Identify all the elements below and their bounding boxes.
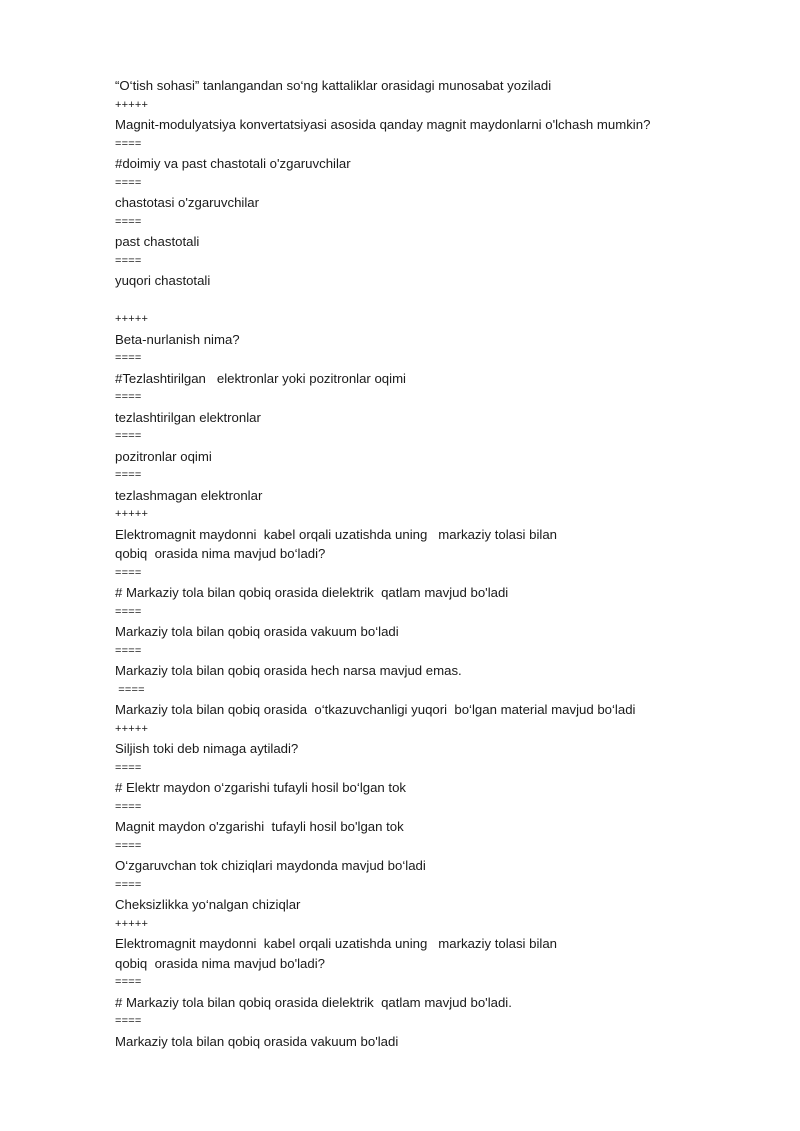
text-line: Markaziy tola bilan qobiq orasida hech narsa mavjud emas.: [115, 663, 462, 678]
document-text: [115, 76, 755, 1051]
text-line: Elektromagnit maydonni kabel orqali uzatishda uning markaziy tolasi bilan: [115, 526, 558, 542]
answer-separator: ====: [115, 469, 142, 481]
question-separator: +++++: [115, 917, 149, 930]
answer-separator: ====: [115, 878, 142, 891]
question-separator: +++++: [115, 722, 149, 735]
answer-separator: ====: [115, 644, 142, 657]
text-line: Magnit-modulyatsiya konvertatsiyasi asosida qanday magnit maydonlarni o'lchash mumkin?: [115, 117, 651, 132]
answer-separator: ====: [115, 391, 142, 403]
answer-separator: ====: [115, 839, 142, 852]
answer-separator: ====: [115, 605, 142, 618]
answer-separator: ====: [115, 430, 142, 442]
answer-separator: ====: [115, 761, 142, 774]
text-line: Markaziy tola bilan qobiq orasida vakuum bo‘ladi: [115, 624, 399, 639]
text-line: qobiq orasida nima mavjud bo‘ladi?: [115, 546, 326, 561]
answer-separator: ====: [115, 137, 142, 150]
answer-separator: ====: [115, 215, 142, 228]
text-line: Markaziy tola bilan qobiq orasida o‘tkazuvchanligi yuqori bo‘lgan material mavjud bo‘ladi: [115, 702, 636, 717]
text-line: past chastotali: [115, 234, 200, 249]
text-line: Magnit maydon o'zgarishi tufayli hosil bo'lgan tok: [115, 819, 404, 834]
text-line: Markaziy tola bilan qobiq orasida vakuum bo'ladi: [115, 1033, 399, 1049]
text-line: “O‘tish sohasi” tanlangandan so‘ng kattaliklar orasidagi munosabat yoziladi: [115, 78, 552, 93]
text-line: pozitronlar oqimi: [115, 448, 212, 464]
text-line: Siljish toki deb nimaga aytiladi?: [115, 741, 299, 756]
text-line: Elektromagnit maydonni kabel orqali uzatishda uning markaziy tolasi bilan: [115, 936, 558, 951]
text-line: qobiq orasida nima mavjud bo'ladi?: [115, 955, 325, 971]
question-separator: +++++: [115, 508, 149, 520]
answer-separator: ====: [115, 176, 142, 189]
answer-separator: ====: [115, 976, 142, 988]
answer-separator: ====: [115, 352, 142, 364]
text-line: tezlashmagan elektronlar: [115, 487, 263, 503]
answer-separator: ====: [115, 683, 145, 696]
correct-answer-line: #Tezlashtirilgan elektronlar yoki pozitronlar oqimi: [115, 370, 406, 386]
text-line: tezlashtirilgan elektronlar: [115, 409, 261, 425]
text-line: chastotasi o'zgaruvchilar: [115, 195, 259, 210]
answer-separator: ====: [115, 254, 142, 267]
blank-line: [115, 291, 755, 311]
text-line: Cheksizlikka yo‘nalgan chiziqlar: [115, 897, 301, 912]
answer-separator: ====: [115, 1015, 142, 1027]
text-line: yuqori chastotali: [115, 273, 211, 288]
text-line: O‘zgaruvchan tok chiziqlari maydonda mavjud bo‘ladi: [115, 858, 426, 873]
correct-answer-line: #doimiy va past chastotali o'zgaruvchilar: [115, 156, 351, 171]
correct-answer-line: # Markaziy tola bilan qobiq orasida dielektrik qatlam mavjud bo'ladi.: [115, 994, 512, 1010]
question-separator: +++++: [115, 313, 149, 325]
text-line: Beta-nurlanish nima?: [115, 331, 240, 347]
correct-answer-line: # Elektr maydon o‘zgarishi tufayli hosil bo‘lgan tok: [115, 780, 407, 795]
answer-separator: ====: [115, 566, 142, 579]
answer-separator: ====: [115, 800, 142, 813]
correct-answer-line: # Markaziy tola bilan qobiq orasida dielektrik qatlam mavjud bo'ladi: [115, 585, 509, 600]
question-separator: +++++: [115, 98, 149, 111]
